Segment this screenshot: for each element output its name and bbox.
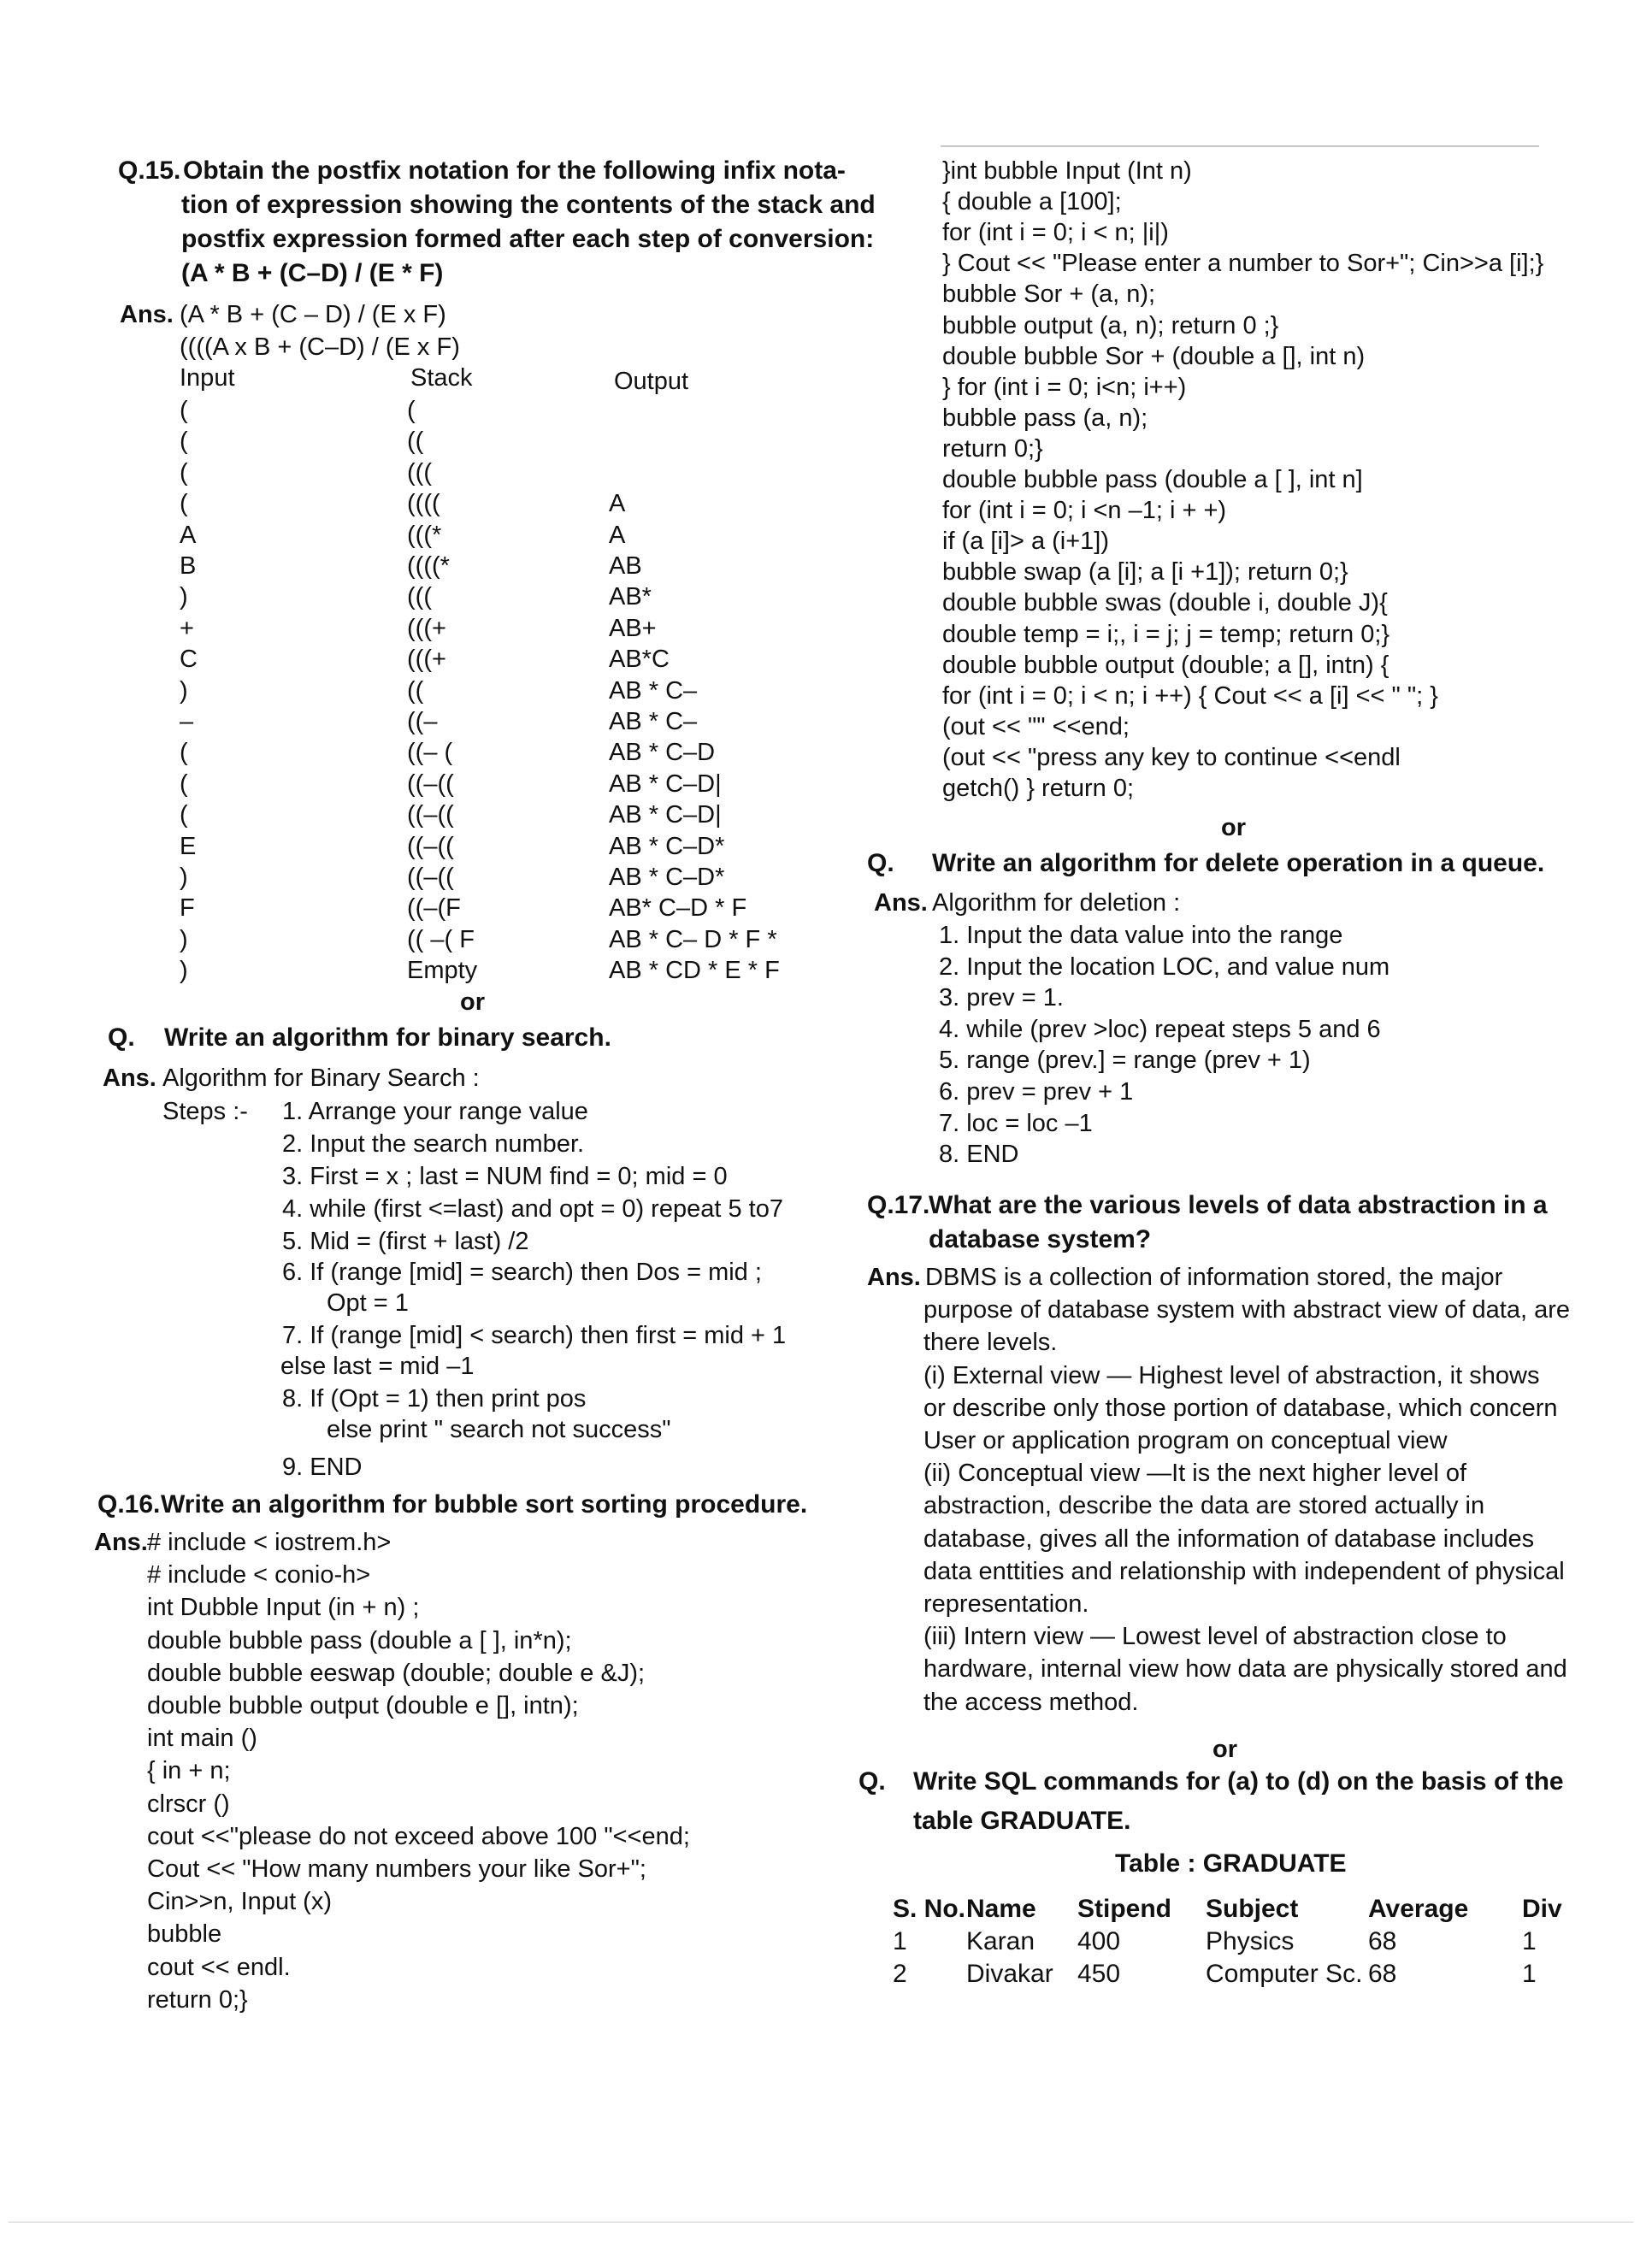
cell-div: 1 [1522,1927,1537,1955]
queue-question-label: Q. [867,849,894,877]
top-rule [941,145,1539,147]
binary-question-label: Q. [108,1023,135,1052]
cell-output: AB+ [609,614,657,642]
code-line: int main () [147,1725,257,1753]
code-line: double bubble swas (double i, double J){ [942,589,1388,617]
binary-step-line: 9. END [282,1454,363,1481]
code-line: bubble [147,1920,222,1949]
code-line: getch() } return 0; [942,775,1135,802]
graduate-table-title: Table : GRADUATE [1115,1849,1347,1878]
queue-question-text: Write an algorithm for delete operation in a queue. [932,849,1545,877]
cell-input: ( [180,428,188,456]
cell-input: + [180,614,194,642]
cell-subject: Computer Sc. [1206,1960,1363,1988]
cell-input: ( [180,458,188,487]
q16-question-text: Write an algorithm for bubble sort sorting procedure. [161,1490,808,1519]
q17-answer-line: User or application program on conceptual view [923,1427,1448,1454]
cell-stack: ((–(( [407,770,454,798]
code-line: int Dubble Input (in + n) ; [147,1594,420,1622]
code-line: { double a [100]; [942,188,1122,216]
cell-stack: ((– ( [407,739,453,767]
cell-input: ) [180,676,188,705]
cell-input: ( [180,397,188,424]
cell-stack: (( [407,676,424,705]
cell-name: Divakar [966,1960,1053,1988]
q15-answer-label: Ans. [120,301,174,328]
graduate-table-header-row [893,1893,1577,1926]
queue-step-line: 5. range (prev.] = range (prev + 1) [939,1047,1311,1075]
q17-answer-line: data enttities and relationship with independent of physical [923,1557,1565,1585]
bottom-rule [9,2221,1633,2223]
cell-sno: 2 [893,1960,907,1988]
cell-stack: ((( [407,458,432,487]
code-line: Cout << "How many numbers your like Sor+"; [147,1855,646,1883]
sql-question-line-2: table GRADUATE. [913,1807,1131,1835]
queue-step-line: 4. while (prev >loc) repeat steps 5 and 6 [939,1015,1381,1043]
cell-stack: ((–(( [407,864,454,891]
q17-answer-line: there levels. [923,1329,1058,1357]
q15-answer-line-1: (A * B + (C – D) / (E x F) [180,301,446,328]
q16-or-separator: or [1221,814,1246,841]
binary-step-line: else print " search not success" [327,1416,671,1443]
q16-label: Q.16. [97,1490,161,1519]
cell-output: AB * C–D| [609,770,722,798]
q17-answer-line: (ii) Conceptual view —It is the next higher level of [923,1460,1467,1488]
binary-step-line: else last = mid –1 [280,1353,475,1380]
code-line: double temp = i;, i = j; j = temp; return 0;} [942,620,1390,648]
cell-input: ) [180,957,188,985]
code-line: double bubble output (double; a [], intn) { [942,651,1389,679]
cell-output: AB* [609,583,652,611]
binary-step-line: 2. Input the search number. [282,1130,585,1158]
code-line: } Cout << "Please enter a number to Sor+"; Cin>>a [i];} [942,250,1544,278]
code-line: bubble Sor + (a, n); [942,280,1156,309]
table-row [893,1926,1577,1958]
binary-step-line: 3. First = x ; last = NUM find = 0; mid = 0 [282,1163,728,1190]
binary-step-line: 5. Mid = (first + last) /2 [282,1228,529,1255]
binary-question-text: Write an algorithm for binary search. [164,1023,611,1052]
table-row [893,1958,1577,1990]
col-header-subject: Subject [1206,1895,1299,1923]
cell-output: A [609,521,626,549]
col-header-average: Average [1368,1895,1469,1923]
code-line: double bubble Sor + (double a [], int n) [942,342,1366,370]
code-line: cout << endl. [147,1953,291,1981]
q15-label: Q.15. [118,156,181,185]
q16-answer-label: Ans. [94,1529,148,1556]
q17-answer-line: the access method. [923,1688,1139,1716]
sql-question-line-1: Write SQL commands for (a) to (d) on the basis of the [913,1767,1564,1796]
col-header-stipend: Stipend [1077,1895,1171,1923]
cell-input: ( [180,801,188,829]
cell-stipend: 400 [1077,1927,1121,1955]
cell-stack: (( –( F [407,925,475,953]
cell-sno: 1 [893,1927,907,1955]
code-line: for (int i = 0; i < n; |i|) [942,219,1169,247]
q17-or-separator: or [1212,1736,1237,1763]
cell-stack: ( [407,397,416,424]
code-line: }int bubble Input (Int n) [942,157,1192,185]
cell-div: 1 [1522,1960,1537,1988]
q17-answer-line: or describe only those portion of database, which concern [923,1394,1558,1422]
queue-answer-title: Algorithm for deletion : [932,889,1181,917]
cell-input: E [180,832,197,860]
cell-input: ) [180,925,188,953]
code-line: cout <<"please do not exceed above 100 "<<end; [147,1822,690,1850]
col-header-div: Div [1522,1895,1562,1923]
q17-answer-line: purpose of database system with abstract view of data, are [923,1296,1571,1324]
sql-question-label: Q. [858,1767,886,1796]
code-line: Cin>>n, Input (x) [147,1888,332,1916]
q17-question-line-2: database system? [929,1225,1152,1253]
cell-average: 68 [1368,1960,1397,1988]
cell-output: AB * C–D* [609,864,725,891]
queue-answer-label: Ans. [874,889,928,917]
code-line: (out << "press any key to continue <<endl [942,743,1401,771]
cell-output: AB * C–D| [609,801,722,829]
cell-stack: (((+ [407,646,446,674]
cell-input: ( [180,490,188,518]
cell-input: ) [180,583,188,611]
q17-answer-line: representation. [923,1590,1089,1618]
cell-output: AB * C– [609,708,698,735]
q15-question-line-3: postfix expression formed after each step of conversion: [181,225,875,253]
cell-stack: (((* [407,521,442,549]
queue-step-line: 3. prev = 1. [939,984,1064,1012]
cell-name: Karan [966,1927,1035,1955]
cell-stack: Empty [407,957,478,985]
binary-step-line: 6. If (range [mid] = search) then Dos = mid ; [282,1259,762,1286]
code-line: # include < conio-h> [147,1561,371,1589]
q17-answer-line: (i) External view — Highest level of abstraction, it shows [923,1361,1540,1389]
code-line: (out << "" <<end; [942,712,1130,740]
cell-output: AB* C–D * F [609,894,747,923]
cell-stack: (((( [407,490,440,518]
cell-output: AB * C–D* [609,832,725,860]
q17-question-line-1: What are the various levels of data abstraction in a [929,1191,1548,1219]
cell-input: B [180,552,197,580]
q17-answer-line: database, gives all the information of database includes [923,1525,1535,1553]
code-line: for (int i = 0; i <n –1; i + +) [942,497,1227,525]
q17-answer-line: (iii) Intern view — Lowest level of abstraction close to [923,1623,1507,1651]
cell-output: AB * CD * E * F [609,957,780,985]
cell-stack: ((–(( [407,801,454,829]
q15-answer-line-2: ((((A x B + (C–D) / (E x F) [180,333,460,361]
code-line: double bubble eeswap (double; double e &J); [147,1659,646,1687]
queue-step-line: 2. Input the location LOC, and value num [939,952,1390,981]
code-line: return 0;} [147,1985,248,2014]
code-line: double bubble pass (double a [ ], int n] [942,466,1363,493]
binary-answer-label: Ans. [103,1065,156,1092]
code-line: clrscr () [147,1790,230,1818]
cell-subject: Physics [1206,1927,1295,1955]
col-header-name: Name [966,1895,1036,1923]
code-line: bubble pass (a, n); [942,404,1148,432]
binary-answer-title: Algorithm for Binary Search : [162,1065,480,1092]
queue-step-line: 6. prev = prev + 1 [939,1078,1134,1106]
code-line: bubble output (a, n); return 0 ;} [942,311,1279,339]
cell-stack: ((–(( [407,832,454,860]
cell-output: AB [609,552,642,580]
binary-step-line: 1. Arrange your range value [282,1098,588,1125]
cell-average: 68 [1368,1927,1397,1955]
code-line: if (a [i]> a (i+1]) [942,528,1110,556]
code-line: { in + n; [147,1757,231,1785]
q17-answer-line: DBMS is a collection of information stored, the major [925,1264,1503,1291]
code-line: double bubble pass (double a [ ], in*n); [147,1626,572,1654]
cell-output: AB*C [609,646,670,674]
cell-input: – [180,708,194,735]
code-line: for (int i = 0; i < n; i ++) { Cout << a [i] << " "; } [942,681,1438,710]
cell-stipend: 450 [1077,1960,1121,1988]
table-header-stack: Stack [410,364,473,392]
cell-output: A [609,490,626,518]
binary-step-line: 7. If (range [mid] < search) then first = mid + 1 [282,1322,787,1349]
binary-step-line: 4. while (first <=last) and opt = 0) repeat 5 to7 [282,1195,783,1223]
graduate-table [893,1893,1577,1990]
q15-question-line-2: tion of expression showing the contents of the stack and [181,191,876,219]
cell-input: A [180,521,197,549]
q17-label: Q.17. [867,1191,930,1219]
cell-input: ( [180,739,188,767]
code-line: # include < iostrem.h> [147,1529,392,1556]
queue-step-line: 8. END [939,1141,1019,1169]
cell-input: ) [180,864,188,891]
code-line: } for (int i = 0; i<n; i++) [942,373,1187,401]
q15-question-line-1: Obtain the postfix notation for the following infix nota- [183,156,846,185]
cell-stack: (( [407,428,424,456]
q17-answer-label: Ans. [867,1264,921,1291]
cell-input: ( [180,770,188,798]
code-line: bubble swap (a [i]; a [i +1]); return 0;} [942,558,1348,587]
cell-input: C [180,646,198,674]
cell-input: F [180,894,195,923]
binary-steps-label: Steps :- [162,1098,248,1125]
cell-stack: ((( [407,583,432,611]
cell-output: AB * C– D * F * [609,925,777,953]
table-header-input: Input [180,364,235,392]
cell-stack: ((– [407,708,438,735]
cell-output: AB * C– [609,676,698,705]
code-line: return 0;} [942,434,1043,463]
queue-step-line: 7. loc = loc –1 [939,1109,1093,1137]
col-header-sno: S. No. [893,1895,966,1923]
cell-stack: (((+ [407,614,446,642]
cell-output: AB * C–D [609,739,716,767]
q17-answer-line: abstraction, describe the data are stored actually in [923,1492,1485,1520]
q17-answer-line: hardware, internal view how data are physically stored and [923,1655,1567,1684]
queue-step-line: 1. Input the data value into the range [939,922,1343,949]
binary-step-line: Opt = 1 [327,1289,409,1317]
binary-step-line: 8. If (Opt = 1) then print pos [282,1385,587,1412]
cell-stack: ((–(F [407,894,461,923]
q15-or-separator: or [460,988,485,1016]
cell-stack: ((((* [407,552,450,580]
table-header-output: Output [614,368,689,395]
code-line: double bubble output (double e [], intn); [147,1692,579,1719]
q15-question-line-4: (A * B + (C–D) / (E * F) [181,259,444,287]
